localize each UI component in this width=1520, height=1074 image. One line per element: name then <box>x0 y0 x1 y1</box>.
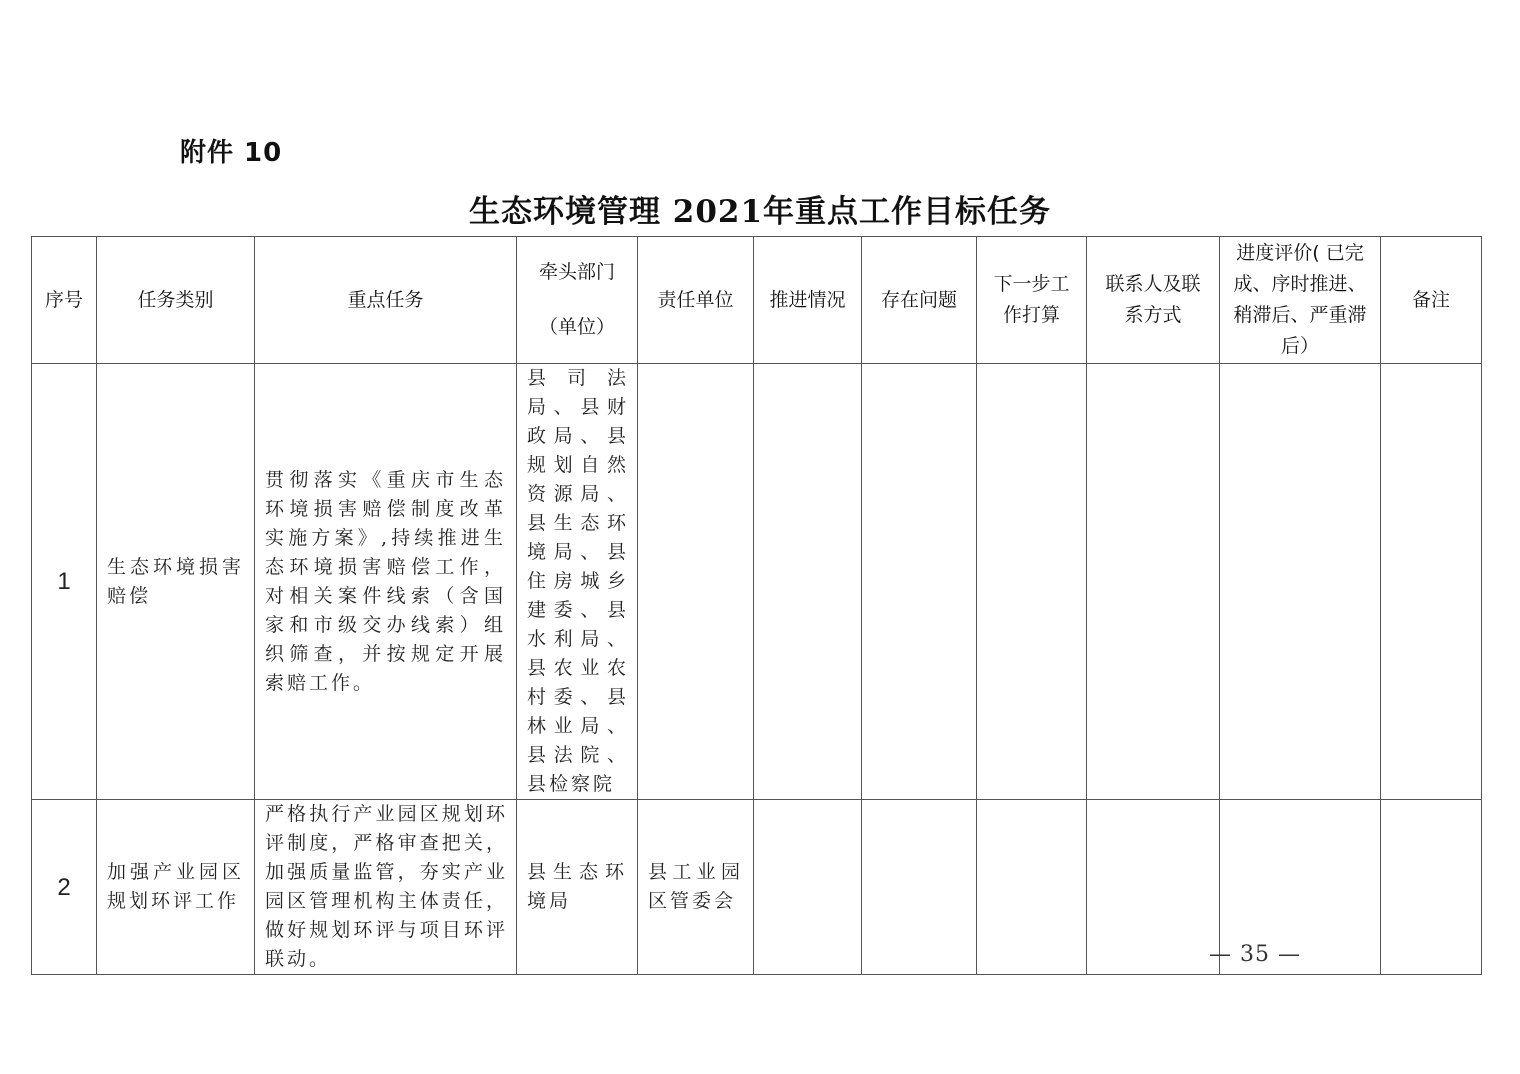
header-lead-dept-line1: 牵头部门 <box>538 261 615 283</box>
row-lead-dept: 县生态环境局 <box>517 800 638 975</box>
header-next-plan: 下一步工作打算 <box>977 237 1087 364</box>
row-category: 加强产业园区规划环评工作 <box>97 800 255 975</box>
attachment-label: 附件 10 <box>180 138 283 168</box>
header-issues: 存在问题 <box>862 237 977 364</box>
header-evaluation: 进度评价( 已完成、序时推进、稍滞后、严重滞后） <box>1220 237 1381 364</box>
row-progress <box>754 364 862 800</box>
row-key-task: 贯彻落实《重庆市生态环境损害赔偿制度改革实施方案》,持续推进生态环境损害赔偿工作，对相关案件线索（含国家和市级交办线索）组织筛查，并按规定开展索赔工作。 <box>255 364 517 800</box>
row-category: 生态环境损害赔偿 <box>97 364 255 800</box>
row-evaluation <box>1220 364 1381 800</box>
header-lead-dept-line2: （单位） <box>538 316 615 338</box>
row-progress <box>754 800 862 975</box>
row-key-task: 严格执行产业园区规划环评制度，严格审查把关，加强质量监管，夯实产业园区管理机构主体责任，做好规划环评与项目环评联动。 <box>255 800 517 975</box>
header-lead-dept <box>517 237 638 364</box>
header-contact: 联系人及联系方式 <box>1087 237 1220 364</box>
header-category: 任务类别 <box>97 237 255 364</box>
row-contact <box>1087 364 1220 800</box>
row-issues <box>862 800 977 975</box>
row-lead-dept: 县司法局、县财政局、县规划自然资源局、县生态环境局、县住房城乡建委、县水利局、县农业农村委、县林业局、县法院、县检察院 <box>517 364 638 800</box>
table-header-row <box>32 237 1482 364</box>
page-number: — 35 — <box>1209 942 1301 967</box>
row-next-plan <box>977 364 1087 800</box>
header-key-task: 重点任务 <box>255 237 517 364</box>
header-remarks: 备注 <box>1381 237 1482 364</box>
header-seq: 序号 <box>32 237 97 364</box>
task-table <box>31 236 1482 975</box>
header-progress: 推进情况 <box>754 237 862 364</box>
table-row <box>32 364 1482 800</box>
row-seq: 2 <box>32 800 97 975</box>
row-issues <box>862 364 977 800</box>
row-remarks <box>1381 800 1482 975</box>
row-next-plan <box>977 800 1087 975</box>
row-remarks <box>1381 364 1482 800</box>
row-responsible-unit: 县工业园区管委会 <box>638 800 754 975</box>
row-responsible-unit <box>638 364 754 800</box>
row-seq: 1 <box>32 364 97 800</box>
header-responsible-unit: 责任单位 <box>638 237 754 364</box>
page-title: 生态环境管理 2021年重点工作目标任务 <box>468 194 1052 230</box>
